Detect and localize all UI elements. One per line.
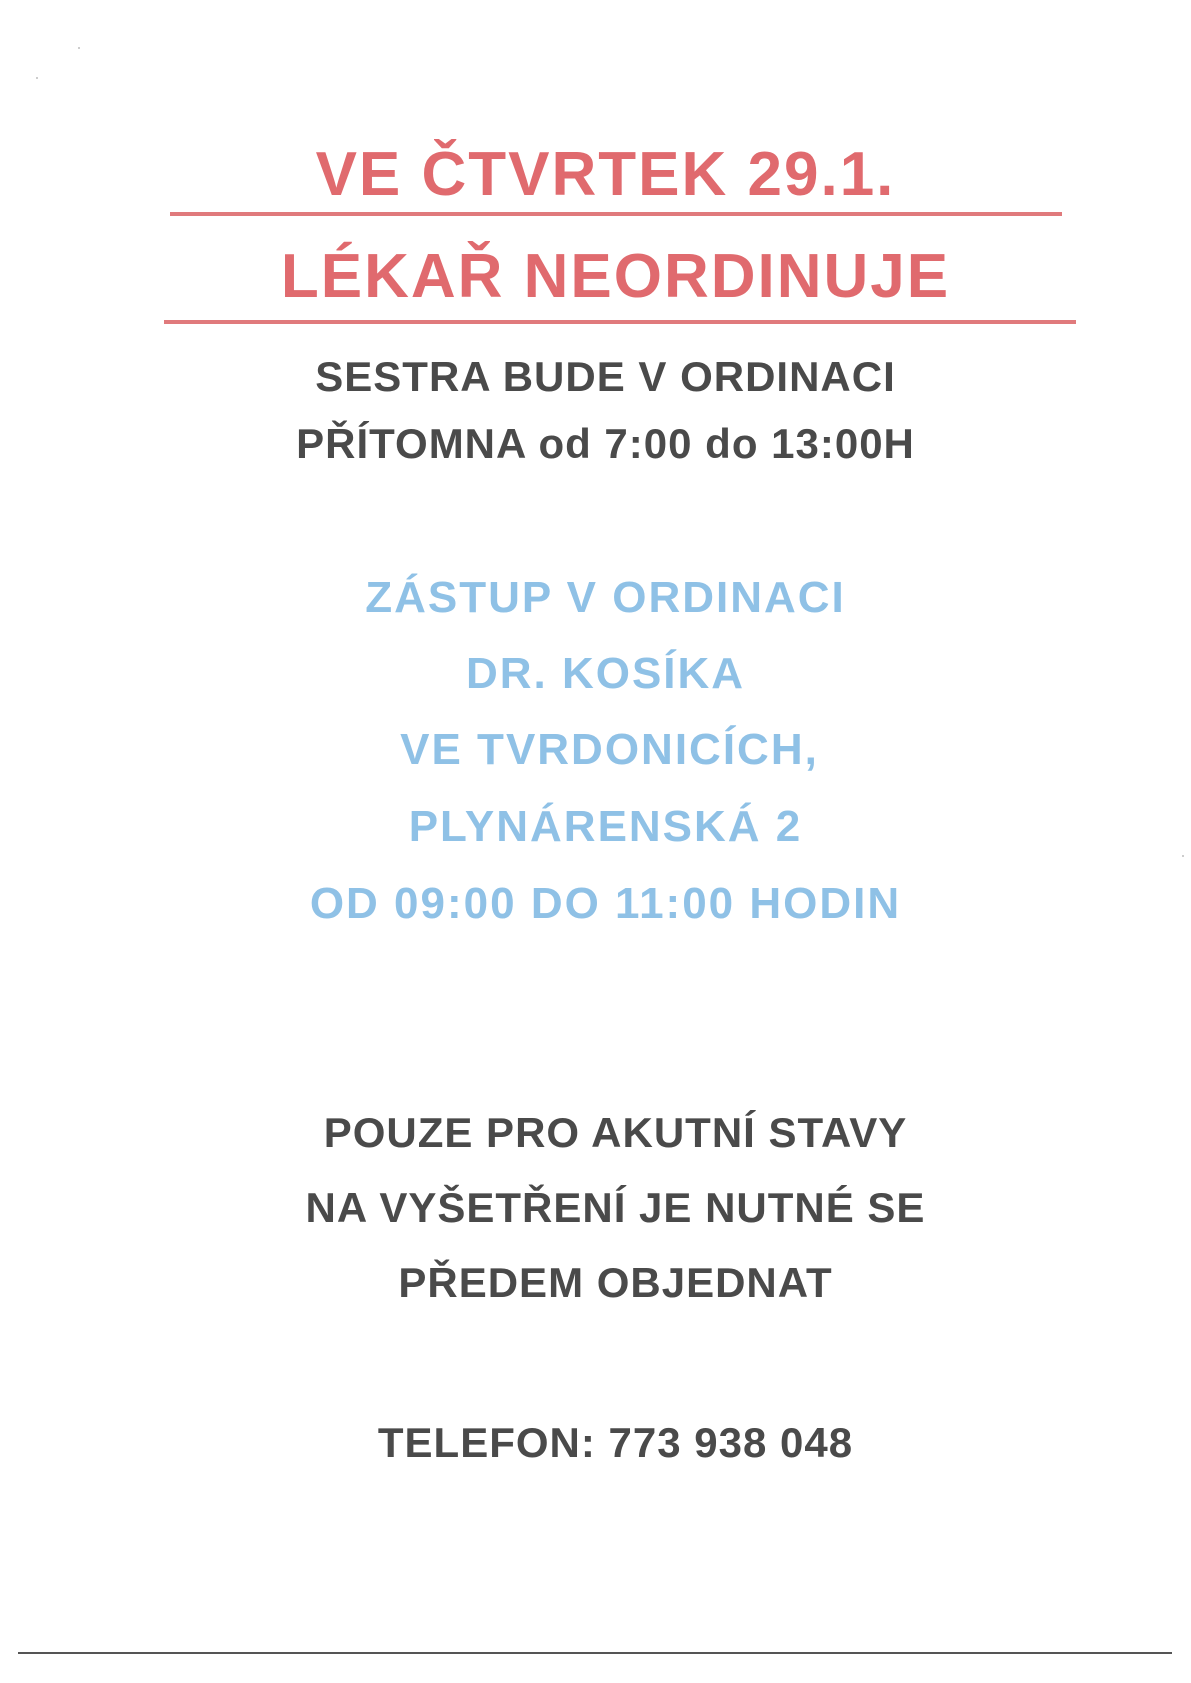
acute-line2: NA VYŠETŘENÍ JE NUTNÉ SE	[305, 1184, 926, 1231]
heading-doctor-absent-underline	[164, 320, 1076, 324]
footer-rule	[18, 1652, 1172, 1654]
substitute-line5: OD 09:00 DO 11:00 HODIN	[309, 879, 902, 928]
scan-speck	[78, 47, 80, 49]
heading-doctor-absent: LÉKAŘ NEORDINUJE	[280, 242, 951, 311]
scan-speck	[36, 77, 38, 79]
acute-line1: POUZE PRO AKUTNÍ STAVY	[323, 1109, 908, 1156]
nurse-presence-line2: PŘÍTOMNA od 7:00 do 13:00H	[296, 420, 915, 467]
nurse-presence-line1: SESTRA BUDE V ORDINACI	[315, 353, 896, 400]
scan-speck	[1182, 855, 1184, 857]
acute-line3: PŘEDEM OBJEDNAT	[398, 1259, 833, 1306]
substitute-line4: PLYNÁRENSKÁ 2	[408, 802, 803, 851]
substitute-line3: VE TVRDONICÍCH,	[400, 725, 819, 774]
phone-number: TELEFON: 773 938 048	[377, 1419, 854, 1466]
substitute-line2: DR. KOSÍKA	[465, 649, 746, 698]
heading-date: VE ČTVRTEK 29.1.	[315, 140, 896, 209]
substitute-line1: ZÁSTUP V ORDINACI	[365, 573, 846, 622]
heading-date-underline	[170, 212, 1062, 216]
